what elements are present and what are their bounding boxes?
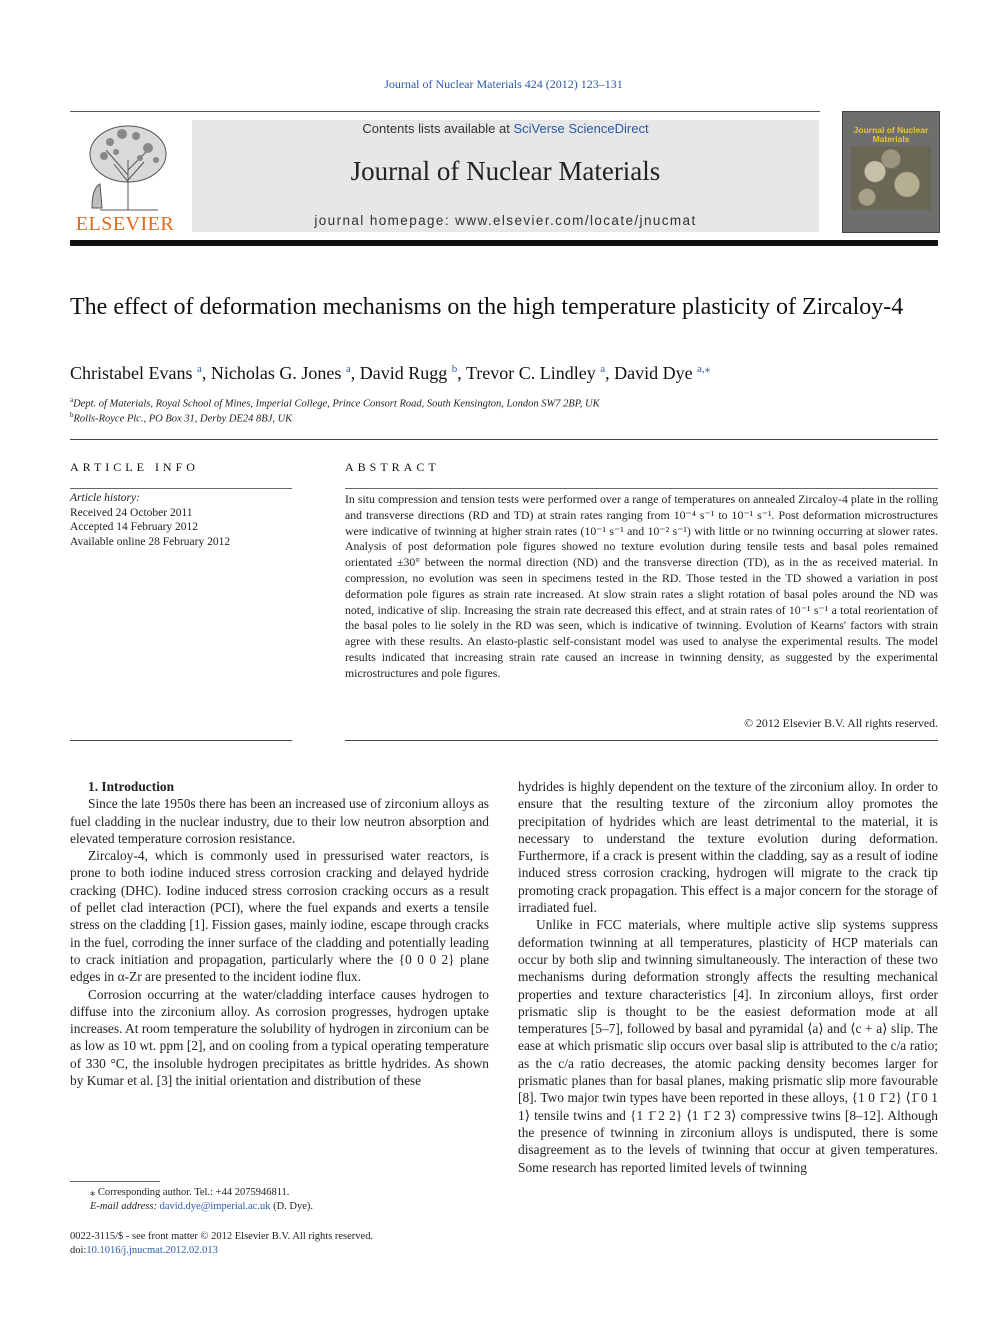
section-heading: 1. Introduction: [88, 779, 175, 794]
cover-title: Journal of Nuclear Materials: [853, 125, 929, 144]
contents-line: Contents lists available at SciVerse ScienceDirect: [362, 121, 649, 136]
journal-name: Journal of Nuclear Materials: [350, 156, 661, 186]
author-list: Christabel Evans $^a$, Nicholas G. Jones $^a$, David Rugg $^b$, Trevor C. Lindley $^a$, David Dye $^{a,⁎}$: [70, 363, 711, 383]
article-history: [70, 491, 292, 550]
article-info-end-rule: [70, 740, 292, 741]
body-paragraph: Unlike in FCC materials, where multiple active slip systems suppress deformation twinning at all temperatures, plasticity of HCP materials can occur by both slip and twinning simultaneously. The interaction of these two mechanisms during deformation strongly affects the resulting mechanical properties and texture characteristics [4]. In zirconium alloys, first order prismatic slip is thought to be the easiest deformation mode at all temperatures [5–7], followed by basal and pyramidal ⟨a⟩ and ⟨c + a⟩ slip. The ease at which prismatic slip occurs over basal slip is attributed to the c/a ratio; as the c/a ratio decreases, the atomic packing density becomes larger for prismatic planes than for basal planes, making prismatic slip more favourable [8]. Two major twin types have been reported in these alloys, {1 0 1̄ 2} ⟨1̄ 0 1 1⟩ tensile twins and {1 1̄ 2 2} ⟨1 1̄ 2 3⟩ compressive twins [8–12]. Although the presence of twinning in zirconium alloys is undisputed, there is some disagreement as to the levels of twinning that occur at given temperatures. Some research has reported limited levels of twinning: [518, 917, 938, 1175]
body-column-left: [70, 778, 489, 1089]
affiliation-a: $^a$Dept. of Materials, Royal School of Mines, Imperial College, Prince Consort Road, South Kensington, London SW7 2BP, UK: [70, 396, 600, 410]
author-name: Christabel Evans: [70, 363, 193, 383]
body-paragraph: hydrides is highly dependent on the texture of the zirconium alloy. In order to ensure that the resulting texture of the zirconium alloy promotes the precipitation of hydrides which are least detrimental to the material, it is necessary to understand the texture evolution during deformation. Furthermore, if a crack is present within the cladding, say as a result of iodine induced stress corrosion cracking, hydrogen will migrate to the crack tip promoting crack propagation. This effect is a major concern for the storage of irradiated fuel.: [518, 779, 938, 916]
publisher-name: ELSEVIER: [75, 213, 175, 235]
cover-micrograph: [851, 146, 931, 210]
title-block-rule: [70, 439, 938, 440]
author-name: Trevor C. Lindley: [465, 363, 596, 383]
doi-line: doi:10.1016/j.jnucmat.2012.02.013: [70, 1245, 218, 1256]
header-rule: [70, 111, 820, 112]
doi-link[interactable]: 10.1016/j.jnucmat.2012.02.013: [86, 1245, 218, 1256]
journal-citation[interactable]: Journal of Nuclear Materials 424 (2012) 123–131: [384, 77, 623, 91]
article-title: The effect of deformation mechanisms on the high temperature plasticity of Zircaloy-4: [70, 294, 904, 320]
abstract-rule: [345, 488, 938, 489]
copyright-notice: © 2012 Elsevier B.V. All rights reserved.: [744, 716, 938, 730]
history-label: Article history:: [70, 492, 140, 504]
author-affil-mark[interactable]: a: [196, 363, 202, 375]
email-note: E-mail address: david.dye@imperial.ac.uk (D. Dye).: [90, 1201, 314, 1212]
author-name: David Dye: [614, 363, 693, 383]
footnote-rule: [70, 1181, 160, 1182]
author-email-link[interactable]: david.dye@imperial.ac.uk: [159, 1201, 271, 1212]
abstract-text: In situ compression and tension tests were performed over a range of temperatures on annealed Zircaloy-4 plate in the rolling and transverse directions (RD and TD) at strain rates ranging from 10⁻⁴ s⁻¹ to 10⁻¹ s⁻¹. Post deformation microstructures were indicative of twinning at higher strain rates (10⁻¹ s⁻¹ and 10⁻² s⁻¹) with little or no twinning occurring at slower rates. Analysis of post deformation pole figures showed no texture evolution during tensile tests and basal poles remained orientated ±30° between the normal direction (ND) and the transverse direction (TD), as in the as received material. In compression, no evolution was seen in specimens tested in the RD. Those tested in the TD showed a variation in post deformation pole figures as strain rate increased. At slow strain rates a slight rotation of basal poles around the ND was noted, indicative of slip. Increasing the strain rate decreased this effect, and at strain rates of 10⁻¹ s⁻¹ a total reorientation of the basal poles to lie solely in the RD was seen, which is indicative of twinning. Evolution of Kearns' factors with strain agree with these results. An elasto-plastic self-consistant model was used to analyse the experimental results. The model results indicated that increasing strain rate caused an increase in twinning density, as suggested by the experimental microstructures and pole figures.: [345, 492, 938, 680]
body-paragraph: Since the late 1950s there has been an increased use of zirconium alloys as fuel cladding in the nuclear industry, due to their low neutron absorption and elevated temperature corrosion resistance.: [70, 796, 489, 846]
affiliation-b: $^b$Rolls-Royce Plc., PO Box 31, Derby DE24 8BJ, UK: [70, 411, 293, 425]
author-affil-mark[interactable]: a: [345, 363, 351, 375]
body-column-right: [518, 778, 938, 1176]
abstract-heading: ABSTRACT: [345, 460, 440, 474]
author-affil-mark[interactable]: a: [600, 363, 606, 375]
article-info-rule: [70, 488, 292, 489]
body-paragraph: Corrosion occurring at the water/cladding interface causes hydrogen to diffuse into the zirconium alloy. As corrosion progresses, hydrogen uptake increases. At room temperature the solubility of hydrogen in zirconium can be as low as 10 wt. ppm [2], and on cooling from a typical operating temperature of 330 °C, the insoluble hydrogen precipitates as brittle hydrides. As shown by Kumar et al. [3] the initial orientation and distribution of these: [70, 986, 489, 1089]
received-date: Received 24 October 2011: [70, 506, 193, 519]
online-date: Available online 28 February 2012: [70, 536, 231, 549]
sciencedirect-link[interactable]: SciVerse ScienceDirect: [513, 121, 649, 136]
author-name: Nicholas G. Jones: [210, 363, 342, 383]
accepted-date: Accepted 14 February 2012: [70, 521, 199, 534]
journal-homepage[interactable]: journal homepage: www.elsevier.com/locate/jnucmat: [314, 213, 697, 228]
journal-cover-image: [842, 111, 940, 233]
author-affil-mark[interactable]: a,⁎: [697, 363, 711, 375]
corresponding-author-note: ⁎ Corresponding author. Tel.: +44 2075946811.: [90, 1187, 290, 1198]
abstract-end-rule: [345, 740, 938, 741]
article-info-heading: ARTICLE INFO: [70, 460, 199, 474]
issn-line: 0022-3115/$ - see front matter © 2012 Elsevier B.V. All rights reserved.: [70, 1231, 374, 1242]
header-thick-rule: [70, 240, 938, 246]
body-paragraph: Zircaloy-4, which is commonly used in pressurised water reactors, is prone to both iodine induced stress corrosion cracking and delayed hydride cracking (DHC). Iodine induced stress corrosion cracking occurs as a result of pellet clad interaction (PCI), where the fuel expands and exerts a tensile stress on the cladding [1]. Fission gases, mainly iodine, escape through cracks in the fuel, corroding the inner surface of the cladding and potentially leading to crack initiation and propagation, particularly where the {0 0 0 2} plane edges in α-Zr are presented to the incident iodine flux.: [70, 848, 489, 985]
author-name: David Rugg: [359, 363, 448, 383]
author-affil-mark[interactable]: b: [451, 363, 458, 375]
